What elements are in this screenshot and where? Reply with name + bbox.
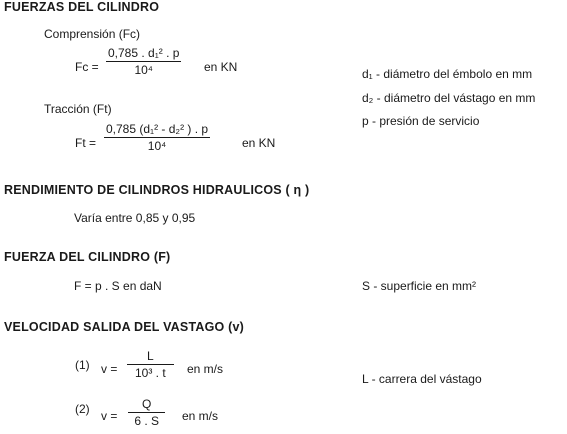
velocidad-f1-index: (1): [75, 358, 90, 372]
compresion-label: Comprensión (Fc): [44, 27, 141, 41]
traccion-numerator: 0,785 (d₁² - d₂² ) . p: [106, 122, 209, 136]
traccion-fraction: [104, 123, 210, 152]
legend-s: S - superficie en mm²: [362, 279, 477, 293]
traccion-denominator: 10⁴: [147, 139, 167, 153]
legend-p: p - presión de servicio: [362, 114, 480, 128]
velocidad-f1-lhs: v =: [101, 362, 118, 376]
traccion-lhs: Ft =: [75, 136, 97, 150]
velocidad-f2-unit: en m/s: [182, 409, 219, 423]
velocidad-f2-index: (2): [75, 402, 90, 416]
velocidad-f2-numerator: Q: [128, 398, 165, 413]
section-title-velocidad: VELOCIDAD SALIDA DEL VASTAGO (v): [4, 320, 244, 334]
compresion-denominator: 10⁴: [134, 63, 153, 77]
legend-d1: d₁ - diámetro del émbolo en mm: [362, 67, 533, 81]
traccion-label: Tracción (Ft): [44, 102, 112, 116]
fuerza-formula: F = p . S en daN: [74, 279, 162, 293]
velocidad-f1-fraction: [127, 350, 174, 379]
traccion-unit: en KN: [242, 136, 276, 150]
velocidad-f1-numerator: L: [127, 350, 174, 365]
rendimiento-text: Varía entre 0,85 y 0,95: [74, 211, 196, 225]
section-title-rendimiento: RENDIMIENTO DE CILINDROS HIDRAULICOS ( η ): [4, 183, 310, 197]
section-title-fuerza: FUERZA DEL CILINDRO (F): [4, 250, 171, 264]
legend-l: L - carrera del vástago: [362, 372, 482, 386]
legend-d2: d₂ - diámetro del vástago en mm: [362, 91, 536, 105]
velocidad-f1-unit: en m/s: [187, 362, 224, 376]
compresion-fraction: [106, 47, 181, 76]
velocidad-f2-fraction: [128, 398, 165, 427]
compresion-unit: en KN: [204, 60, 238, 74]
velocidad-f2-lhs: v =: [101, 409, 118, 423]
compresion-lhs: Fc =: [75, 60, 99, 74]
velocidad-f2-denominator: 6 . S: [134, 414, 160, 428]
compresion-numerator: 0,785 . d₁² . p: [108, 46, 180, 60]
velocidad-f1-denominator: 10³ . t: [135, 366, 166, 380]
section-title-fuerzas: FUERZAS DEL CILINDRO: [4, 0, 160, 14]
